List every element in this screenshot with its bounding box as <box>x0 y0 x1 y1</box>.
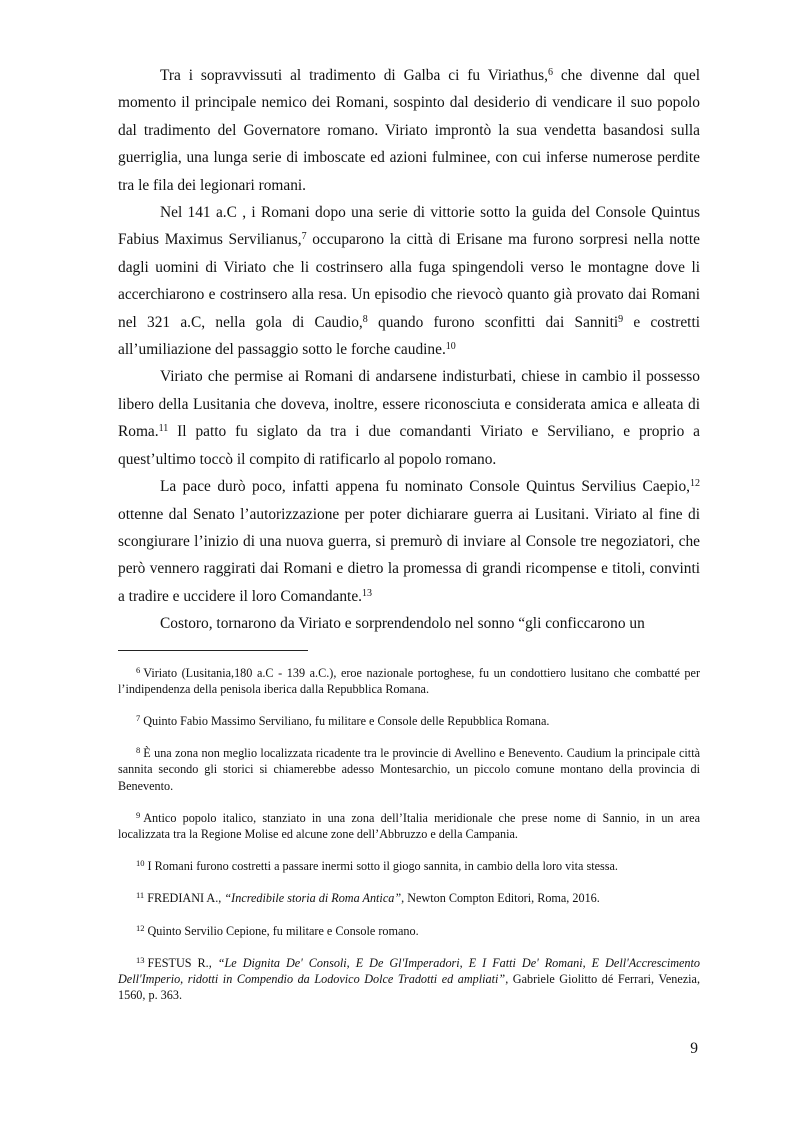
text-run: La pace durò poco, infatti appena fu nominato Console Quintus Servilius Caepio, <box>160 478 690 496</box>
text-run: , Gabriele Giolitto dé Ferrari, Venezia, 1560, p. 363. <box>118 971 700 1003</box>
text-run: FESTUS R., <box>147 955 218 970</box>
text-run: Viriato (Lusitania,180 a.C - 139 a.C.), eroe nazionale portoghese, fu un condottiero lusitano che combatté per l’indipendenza della penisola iberica dalla Repubblica Romana. <box>118 665 700 696</box>
footnote-ref: 6 <box>547 67 553 78</box>
footnote-number: 11 <box>136 890 145 901</box>
text-run: Tra i sopravvissuti al tradimento di Galba ci fu Viriathus, <box>160 67 548 84</box>
text-run: che divenne dal quel momento il principale nemico dei Romani, sospinto dal desiderio di vendicare il suo popolo dal tradimento del Governatore romano. Viriato improntò la sua vendetta basandosi sulla guerriglia, una lunga serie di imboscate ed azioni fulminee, con cui inferse numerose perdite tra le fila dei legionari romani. <box>118 67 700 194</box>
paragraph <box>118 473 700 610</box>
footnote-number: 9 <box>136 809 141 820</box>
footnote-number: 10 <box>136 858 145 869</box>
footnotes <box>118 665 700 1004</box>
footnote <box>118 745 700 794</box>
italic-title: “Le Dignita De' Consoli, E De Gl'Imperadori, E I Fatti De' Romani, E Dell'Accrescimento Dell'Imperio, ridotti in Compendio da Lodovico Dolce Tradotti ed ampliati” <box>118 955 701 986</box>
paragraph <box>118 62 700 199</box>
body-text <box>118 62 700 638</box>
paragraph <box>118 610 700 637</box>
text-run: Quinto Fabio Massimo Serviliano, fu militare e Console delle Repubblica Romana. <box>143 713 550 728</box>
footnote-ref: 8 <box>362 313 368 325</box>
footnote-number: 12 <box>136 922 145 933</box>
footnote <box>118 955 700 1004</box>
document-page <box>118 62 700 1003</box>
text-run: Costoro, tornarono da Viriato e sorprendendolo nel sonno “gli conficcarono un <box>160 615 645 633</box>
footnote-ref: 12 <box>690 478 700 490</box>
text-run: FREDIANI A., <box>147 891 225 906</box>
paragraph <box>118 199 700 363</box>
text-run: ottenne dal Senato l’autorizzazione per poter dichiarare guerra ai Lusitani. Viriato al fine di scongiurare l’inizio di una nuova guerra, si premurò di inviare al Console tre negoziatori, che però vennero raggirati dai Romani e dietro la promessa di grandi ricompense e titoli, convinti a tradire e uccidere il loro Comandante. <box>118 505 700 605</box>
text-run: occuparono la città di Erisane ma furono sorpresi nella notte dagli uomini di Viriato che li costrinsero alla fuga spingendoli verso le montagne dove li accerchiarono e costrinsero alla resa. Un episodio che rievocò quanto già provato dai Romani nel 321 a.C, nella gola di Caudio, <box>118 231 701 331</box>
text-run: Nel 141 a.C , i Romani dopo una serie di vittorie sotto la guida del Console Quintus Fabius Maximus Servilianus, <box>118 204 700 249</box>
text-run: , Newton Compton Editori, Roma, 2016. <box>401 891 600 906</box>
page-number: 9 <box>690 1040 698 1057</box>
footnote <box>118 665 700 697</box>
text-run: Quinto Servilio Cepione, fu militare e Console romano. <box>147 923 419 938</box>
text-run: quando furono sconfitti dai Sanniti <box>367 313 619 331</box>
footnote-ref: 10 <box>445 341 456 353</box>
footnote <box>118 713 700 729</box>
footnote-ref: 11 <box>158 423 169 435</box>
text-run: Antico popolo italico, stanziato in una zona dell’Italia meridionale che prese nome di Sannio, in un area localizzata tra la Regione Molise ed alcune zone dell’Abbruzzo e della Campania. <box>118 810 700 841</box>
text-run: Il patto fu siglato da tra i due comandanti Viriato e Serviliano, e proprio a quest’ultimo toccò il compito di ratificarlo al popolo romano. <box>118 423 700 468</box>
text-run: I Romani furono costretti a passare inermi sotto il giogo sannita, in cambio della loro vita stessa. <box>147 859 618 874</box>
footnote <box>118 890 700 906</box>
text-run: È una zona non meglio localizzata ricadente tra le provincie di Avellino e Benevento. Caudium la principale città sannita secondo gli storici si chiamerebbe adesso Montesarchio, un piccolo comune montano della provincia di Benevento. <box>118 746 700 793</box>
footnote-number: 7 <box>136 712 141 723</box>
footnote-number: 8 <box>136 745 141 756</box>
footnote <box>118 923 700 939</box>
footnote-ref: 13 <box>362 587 373 599</box>
footnote-separator <box>118 650 308 651</box>
footnote-ref: 9 <box>618 313 624 325</box>
footnote-number: 13 <box>136 954 145 965</box>
text-run: Viriato che permise ai Romani di andarsene indisturbati, chiese in cambio il possesso libero della Lusitania che doveva, inoltre, essere riconosciuta e considerata amica e alleata di Roma. <box>118 368 700 441</box>
text-run: e costretti all’umiliazione del passaggio sotto le forche caudine. <box>118 313 700 359</box>
footnote <box>118 810 700 842</box>
footnote-number: 6 <box>136 664 141 675</box>
paragraph <box>118 363 700 473</box>
footnote-ref: 7 <box>301 231 307 243</box>
footnote <box>118 858 700 874</box>
italic-title: “Incredibile storia di Roma Antica” <box>224 891 402 906</box>
